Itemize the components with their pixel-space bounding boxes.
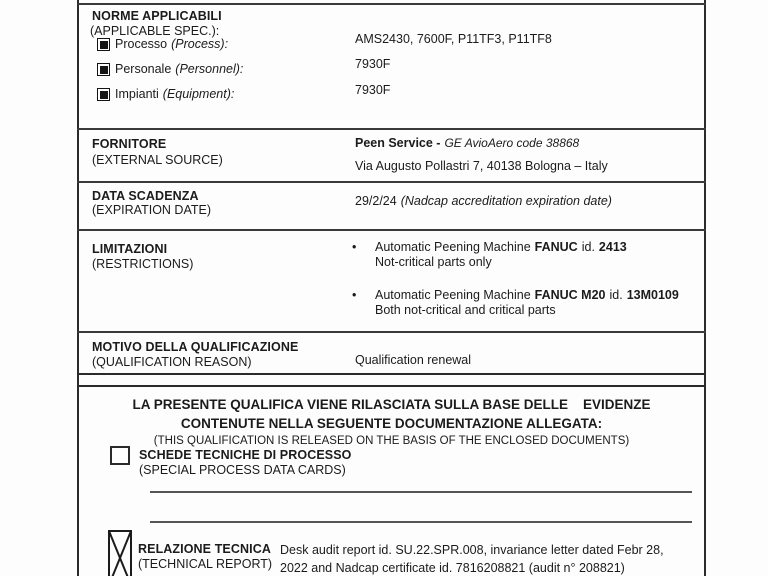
schede-subtitle: (SPECIAL PROCESS DATA CARDS) [139, 463, 346, 477]
norme-item-personale [115, 62, 243, 76]
fornitore-subtitle: (EXTERNAL SOURCE) [92, 153, 223, 167]
checkbox-filled-icon [97, 88, 110, 101]
report-text-line1: Desk audit report id. SU.22.SPR.008, invariance letter dated Febr 28, [280, 543, 664, 557]
supplier-code: GE AvioAero code 38868 [444, 136, 580, 150]
norme-title: NORME APPLICABILI [92, 9, 222, 23]
machine-id: 2413 [598, 240, 627, 254]
limitazioni-title: LIMITAZIONI [92, 242, 168, 256]
norme-item-processo [115, 37, 228, 51]
evidence-box-top-border [77, 385, 706, 387]
relazione-title: RELAZIONE TECNICA [138, 542, 271, 556]
document-right-border [704, 0, 706, 576]
expiration-date-note: (Nadcap accreditation expiration date) [400, 194, 612, 208]
evidence-heading-line1: LA PRESENTE QUALIFICA VIENE RILASCIATA SULLA BASE DELLE EVIDENZE [132, 397, 651, 412]
limitation-bullet-1 [352, 240, 627, 254]
fornitore-title: FORNITORE [92, 137, 167, 151]
machine-name: FANUC M20 [534, 288, 606, 302]
row-divider [77, 181, 706, 183]
evidence-heading-line2: CONTENUTE NELLA SEGUENTE DOCUMENTAZIONE ALLEGATA: [180, 416, 603, 431]
motivo-title: MOTIVO DELLA QUALIFICAZIONE [92, 340, 299, 354]
row-divider [77, 128, 706, 130]
limitation-text: Automatic Peening Machine [375, 240, 531, 254]
qualification-reason: Qualification renewal [355, 353, 472, 367]
bullet-icon: • [352, 240, 357, 254]
expiration-date: 29/2/24 [355, 194, 397, 208]
machine-id: 13M0109 [626, 288, 679, 302]
personale-spec-value: 7930F [355, 57, 391, 71]
report-text-line2: 2022 and Nadcap certificate id. 7816208821 (audit n° 208821) [280, 561, 625, 575]
limitation-note-2: Both not-critical and critical parts [375, 303, 556, 317]
schede-title: SCHEDE TECNICHE DI PROCESSO [139, 448, 352, 462]
item-label: Processo [115, 37, 168, 51]
limitation-bullet-2 [352, 288, 679, 302]
relazione-subtitle: (TECHNICAL REPORT) [138, 557, 273, 571]
limitation-note-1: Not-critical parts only [375, 255, 492, 269]
supplier-name: Peen Service - [355, 136, 441, 150]
checkbox-filled-icon [97, 38, 110, 51]
limitazioni-subtitle: (RESTRICTIONS) [92, 257, 194, 271]
supplier-name-line [355, 136, 579, 150]
upper-table-bottom-border [77, 373, 706, 375]
norme-item-impianti [115, 87, 234, 101]
item-label-en: (Process): [171, 37, 229, 51]
data-scadenza-title: DATA SCADENZA [92, 189, 199, 203]
supplier-address: Via Augusto Pollastri 7, 40138 Bologna – Italy [355, 159, 608, 173]
relazione-checkbox-x-mark-icon [108, 530, 132, 576]
id-label: id. [609, 288, 623, 302]
evidence-heading-en: (THIS QUALIFICATION IS RELEASED ON THE BASIS OF THE ENCLOSED DOCUMENTS) [153, 435, 630, 447]
item-label-en: (Equipment): [162, 87, 235, 101]
item-label-en: (Personnel): [175, 62, 244, 76]
expiration-date-line [355, 194, 612, 208]
motivo-subtitle: (QUALIFICATION REASON) [92, 355, 252, 369]
machine-name: FANUC [534, 240, 578, 254]
bullet-icon: • [352, 288, 357, 302]
id-label: id. [581, 240, 595, 254]
document-left-border [77, 0, 79, 576]
blank-fill-line-1 [150, 491, 692, 493]
row-divider [77, 229, 706, 231]
item-label: Impianti [115, 87, 159, 101]
schede-checkbox-unchecked [110, 446, 130, 465]
row-divider [77, 331, 706, 333]
data-scadenza-subtitle: (EXPIRATION DATE) [92, 203, 211, 217]
impianti-spec-value: 7930F [355, 83, 391, 97]
limitation-text: Automatic Peening Machine [375, 288, 531, 302]
item-label: Personale [115, 62, 172, 76]
checkbox-filled-icon [97, 63, 110, 76]
blank-fill-line-2 [150, 521, 692, 523]
processo-spec-value: AMS2430, 7600F, P11TF3, P11TF8 [355, 32, 552, 46]
norme-subtitle: (APPLICABLE SPEC.): [90, 24, 220, 38]
row-divider [77, 3, 706, 5]
